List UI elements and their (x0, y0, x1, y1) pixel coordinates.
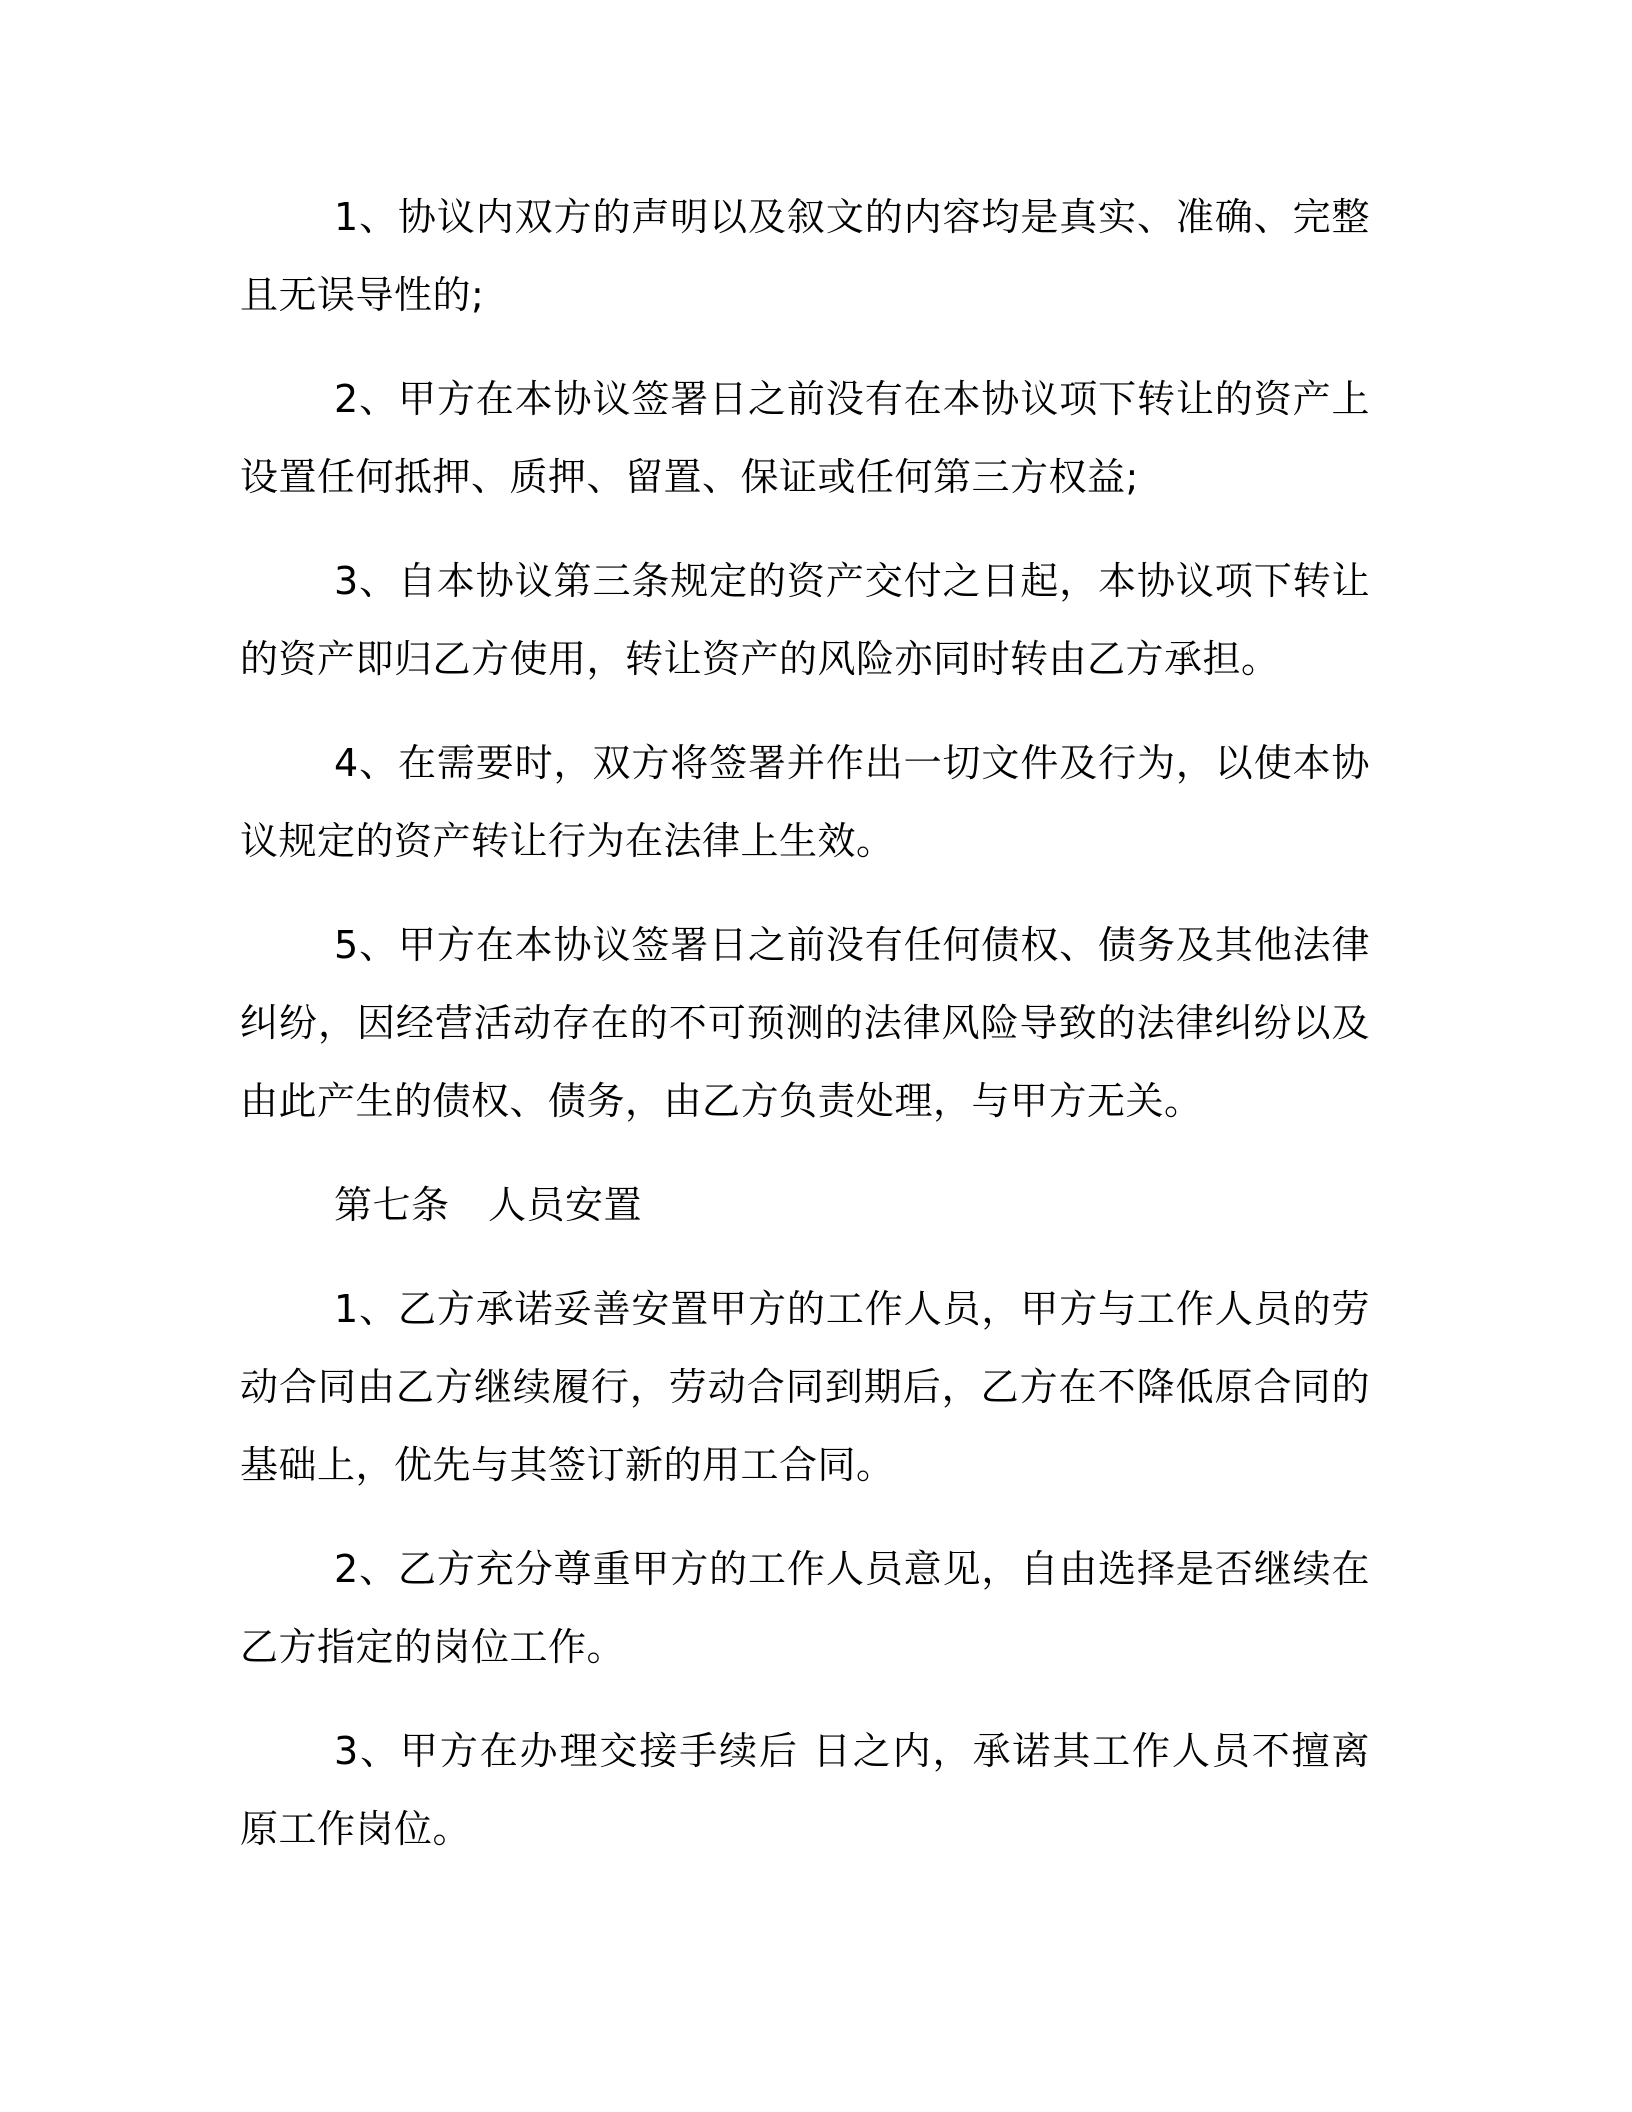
clause-paragraph-4: 4、在需要时，双方将签署并作出一切文件及行为，以使本协议规定的资产转让行为在法律上生效。 (240, 741, 1370, 863)
section-heading: 第七条 人员安置 (334, 1183, 643, 1227)
clause-paragraph-1: 1、协议内双方的声明以及叙文的内容均是真实、准确、完整且无误导性的; (240, 195, 1370, 317)
clause-paragraph-5: 5、甲方在本协议签署日之前没有任何债权、债务及其他法律纠纷，因经营活动存在的不可预测的法律风险导致的法律纠纷以及由此产生的债权、债务，由乙方负责处理，与甲方无关。 (240, 923, 1370, 1123)
staffing-paragraph-1: 1、乙方承诺妥善安置甲方的工作人员，甲方与工作人员的劳动合同由乙方继续履行，劳动合同到期后，乙方在不降低原合同的基础上，优先与其签订新的用工合同。 (240, 1287, 1370, 1487)
clause-paragraph-2: 2、甲方在本协议签署日之前没有在本协议项下转让的资产上设置任何抵押、质押、留置、保证或任何第三方权益; (240, 377, 1370, 499)
document-page (240, 178, 1370, 1894)
clause-paragraph-3: 3、自本协议第三条规定的资产交付之日起，本协议项下转让的资产即归乙方使用，转让资产的风险亦同时转由乙方承担。 (240, 559, 1370, 681)
staffing-paragraph-3: 3、甲方在办理交接手续后 日之内，承诺其工作人员不擅离原工作岗位。 (240, 1729, 1370, 1851)
staffing-paragraph-2: 2、乙方充分尊重甲方的工作人员意见，自由选择是否继续在乙方指定的岗位工作。 (240, 1547, 1370, 1669)
